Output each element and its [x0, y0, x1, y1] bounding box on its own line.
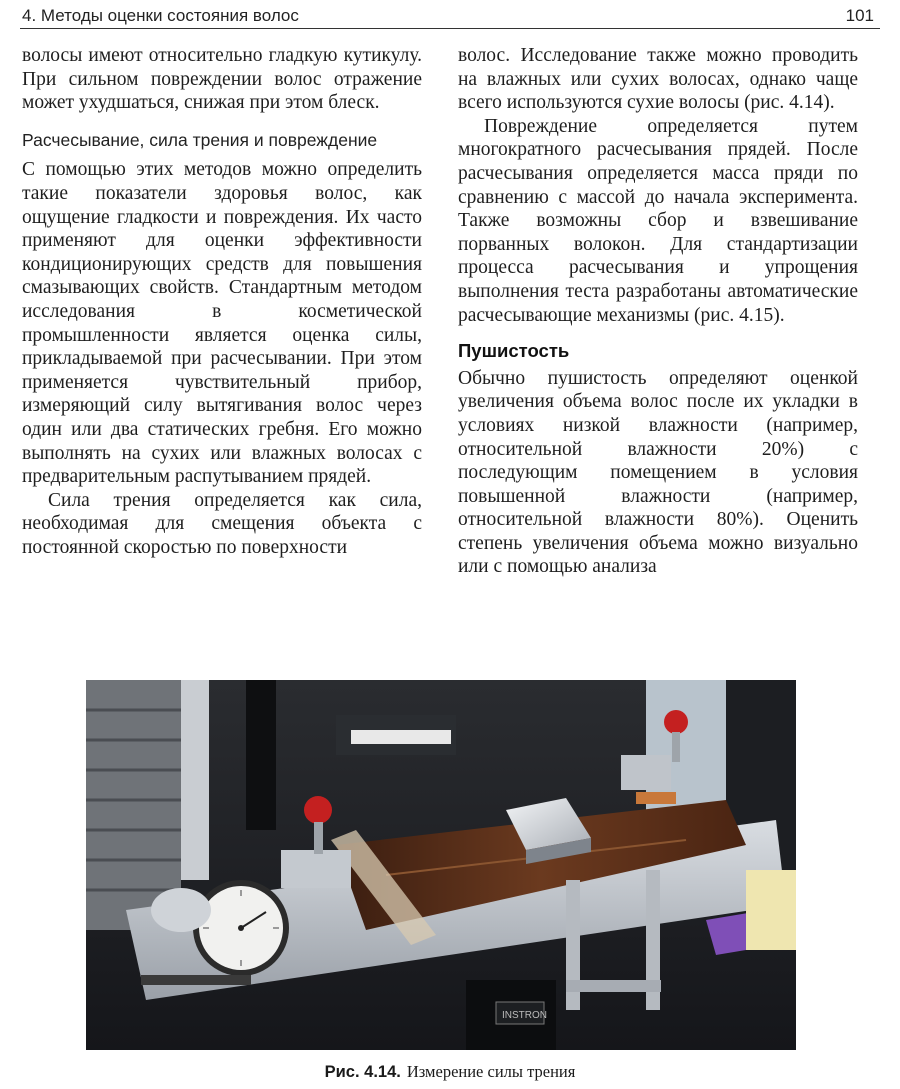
photo-illustration: [86, 680, 796, 1050]
chapter-title: 4. Методы оценки состояния волос: [22, 6, 299, 25]
continuation-paragraph: волос. Исследование также можно проводить на влажных или сухих волосах, однако чаще всего используются сухие волосы (рис. 4.14).: [458, 45, 858, 114]
right-column: [458, 44, 858, 579]
caption-label: Рис. 4.14.: [324, 1063, 401, 1081]
left-column: [22, 44, 422, 559]
figure-caption: [0, 1062, 900, 1082]
frizz-heading: Пушистость: [458, 340, 570, 362]
frizz-paragraph: Обычно пушистость определяют оценкой увеличения объема волос после их укладки в условиях низкой влажности (например, относительной влажности 20%) с последующим помещением в условия повышенной влажности (например, относительной влажности 80%). Оценить степень увеличения объема можно визуально или с помощью анализа: [458, 367, 858, 578]
damage-paragraph: Повреждение определяется путем многократного расчесывания прядей. После расчесывания определяется масса пряди по сравнению с массой до начала эксперимента. Также возможны сбор и взвешивание порванных волокон. Для стандартизации процесса расчесывания и упрощения выполнения теста разработаны автоматические расчесывающие механизмы (рис. 4.15).: [458, 115, 858, 326]
section-subheading: Расчесывание, сила трения и повреждение: [22, 129, 378, 150]
friction-measurement-photo: [86, 680, 796, 1050]
instrument-brand-label: INSTRON: [502, 1010, 547, 1021]
page-number: 101: [845, 6, 874, 25]
caption-text: Измерение силы трения: [406, 1062, 576, 1081]
running-header: [20, 0, 880, 29]
combing-paragraph: С помощью этих методов можно определить такие показатели здоровья волос, как ощущение гладкости и повреждения. Их часто применяют для оценки эффективности кондиционирующих средств для повышения смазывающих свойств. Стандартным методом исследования в косметической промышленности является оценка силы, прикладываемой при расчесывании. При этом применяется чувствительный прибор, измеряющий силу вытягивания волос через один или два статических гребня. Его можно выполнять на сухих или влажных волосах с предварительным распутыванием прядей.: [22, 159, 422, 488]
friction-paragraph: Сила трения определяется как сила, необходимая для смещения объекта с постоянной скоростью по поверхности: [22, 489, 422, 558]
intro-paragraph: волосы имеют относительно гладкую кутикулу. При сильном повреждении волос отражение может ухудшаться, снижая при этом блеск.: [22, 45, 422, 114]
